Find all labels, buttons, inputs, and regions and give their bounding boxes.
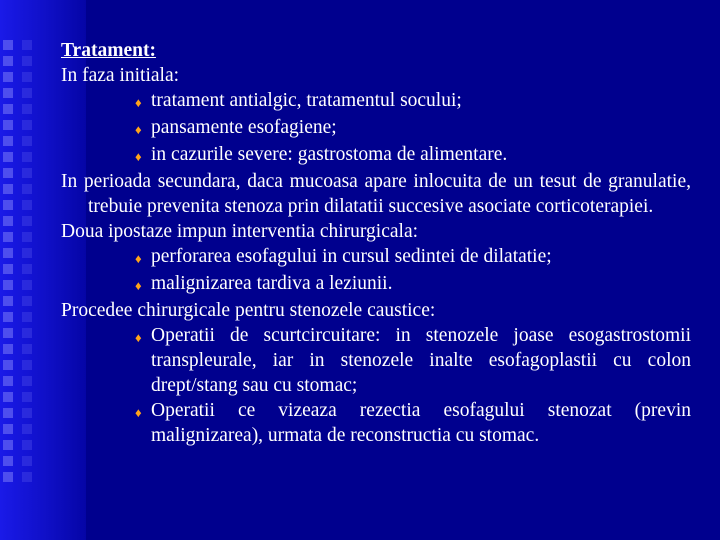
decorative-square — [3, 248, 13, 258]
slide-body — [61, 38, 691, 448]
list-item — [61, 115, 691, 142]
decorative-square — [22, 120, 32, 130]
decorative-square — [3, 232, 13, 242]
decorative-square — [22, 296, 32, 306]
decorative-square — [3, 72, 13, 82]
list-item-text: perforarea esofagului in cursul sedintei de dilatatie; — [151, 246, 552, 267]
diamond-bullet-icon: ♦ — [135, 149, 142, 164]
list-item — [61, 244, 691, 271]
decorative-square — [3, 200, 13, 210]
decorative-square — [22, 72, 32, 82]
decorative-square — [3, 296, 13, 306]
decorative-square — [3, 440, 13, 450]
list-item-text: malignizarea tardiva a leziunii. — [151, 273, 393, 294]
decorative-square — [3, 280, 13, 290]
decorative-square — [22, 472, 32, 482]
diamond-bullet-icon: ♦ — [135, 122, 142, 137]
procedures-heading: Procedee chirurgicale pentru stenozele caustice: — [61, 300, 436, 321]
decorative-square — [22, 104, 32, 114]
decorative-square — [3, 88, 13, 98]
decorative-square — [22, 248, 32, 258]
decorative-square — [22, 184, 32, 194]
decorative-square — [22, 440, 32, 450]
decorative-square — [22, 56, 32, 66]
decorative-square — [22, 328, 32, 338]
decorative-square — [22, 360, 32, 370]
decorative-square — [3, 408, 13, 418]
diamond-bullet-icon: ♦ — [135, 95, 142, 110]
slide-title: Tratament: — [61, 40, 156, 61]
secondary-phase-paragraph: In perioada secundara, daca mucoasa apare inlocuita de un tesut de granulatie, trebuie prevenita stenoza prin dilatatii succesive asociate corticoterapiei. — [61, 171, 691, 217]
decorative-square — [22, 344, 32, 354]
decorative-square — [22, 312, 32, 322]
decorative-square — [22, 232, 32, 242]
decorative-square — [22, 168, 32, 178]
initial-phase-heading: In faza initiala: — [61, 65, 180, 86]
list-item-text: tratament antialgic, tratamentul socului; — [151, 90, 462, 111]
list-item-text: Operatii de scurtcircuitare: in stenozele joase esogastrostomii transpleurale, iar in stenozele inalte esofagoplastii cu colon drept/stang sau cu stomac; — [151, 325, 691, 396]
decorative-square — [3, 312, 13, 322]
diamond-bullet-icon: ♦ — [135, 251, 142, 266]
diamond-bullet-icon: ♦ — [135, 278, 142, 293]
decorative-square — [3, 424, 13, 434]
decorative-square — [22, 424, 32, 434]
decorative-square — [22, 216, 32, 226]
decorative-square — [3, 392, 13, 402]
decorative-square — [22, 456, 32, 466]
diamond-bullet-icon: ♦ — [135, 330, 142, 345]
decorative-square — [3, 344, 13, 354]
decorative-square — [22, 200, 32, 210]
decorative-square — [22, 392, 32, 402]
decorative-square — [3, 264, 13, 274]
decorative-square — [3, 456, 13, 466]
decorative-square — [22, 40, 32, 50]
decorative-square — [22, 408, 32, 418]
diamond-bullet-icon: ♦ — [135, 405, 142, 420]
decorative-square — [22, 152, 32, 162]
decorative-square — [22, 136, 32, 146]
decorative-square — [3, 104, 13, 114]
decorative-square-column-inner — [22, 40, 38, 500]
decorative-square — [3, 56, 13, 66]
decorative-square — [3, 328, 13, 338]
decorative-square — [22, 264, 32, 274]
list-item — [61, 88, 691, 115]
decorative-square — [3, 168, 13, 178]
decorative-square — [3, 120, 13, 130]
decorative-square — [3, 376, 13, 386]
list-item — [61, 398, 691, 448]
list-item — [61, 323, 691, 398]
decorative-square — [22, 376, 32, 386]
decorative-square — [3, 184, 13, 194]
list-item — [61, 271, 691, 298]
decorative-square — [3, 360, 13, 370]
decorative-square — [3, 472, 13, 482]
list-item-text: Operatii ce vizeaza rezectia esofagului stenozat (previn malignizarea), urmata de reconstructia cu stomac. — [151, 400, 691, 446]
decorative-square — [3, 152, 13, 162]
decorative-square — [22, 88, 32, 98]
decorative-square — [3, 216, 13, 226]
decorative-square — [22, 280, 32, 290]
decorative-square — [3, 40, 13, 50]
list-item-text: pansamente esofagiene; — [151, 117, 337, 138]
list-item — [61, 142, 691, 169]
list-item-text: in cazurile severe: gastrostoma de alimentare. — [151, 144, 508, 165]
surgery-heading: Doua ipostaze impun interventia chirurgicala: — [61, 221, 419, 242]
decorative-square — [3, 136, 13, 146]
decorative-square-column — [3, 40, 19, 500]
